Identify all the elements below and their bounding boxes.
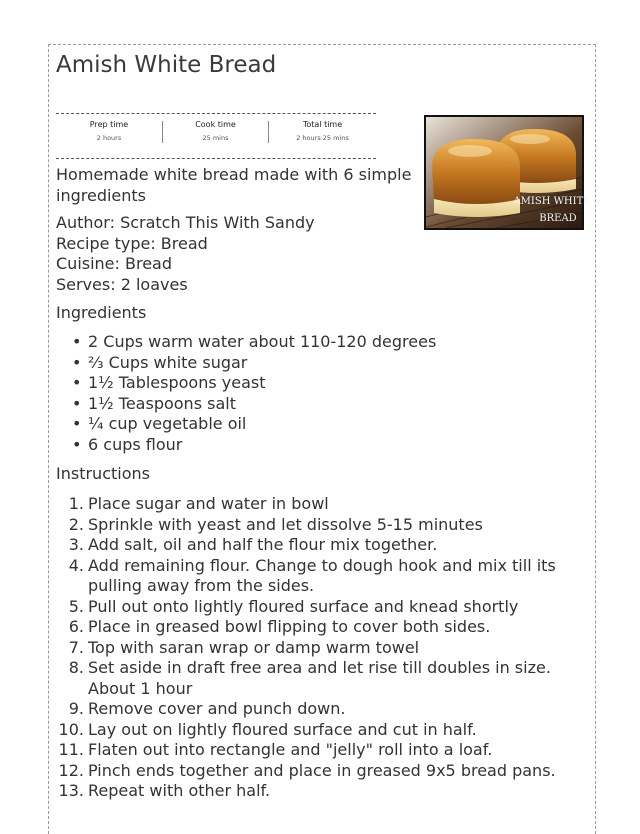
recipe-serves: Serves: 2 loaves (56, 274, 188, 294)
instruction-step (56, 740, 588, 761)
instructions-list (56, 494, 588, 802)
instruction-step (56, 597, 588, 618)
step-number: 1. (68, 494, 84, 513)
instruction-step (56, 617, 588, 638)
step-text: Place sugar and water in bowl (88, 494, 329, 513)
ingredient-item: • ¼ cup vegetable oil (56, 414, 436, 435)
recipe-times (56, 113, 376, 159)
step-number: 10. (58, 719, 84, 739)
ingredients-heading: Ingredients (56, 303, 147, 322)
instruction-step (56, 556, 588, 597)
step-number: 6. (68, 617, 84, 636)
instruction-step (56, 720, 588, 741)
step-number: 5. (68, 596, 84, 616)
ingredient-item: • 6 cups flour (56, 435, 436, 456)
ingredient-item: • 1½ Teaspoons salt (56, 394, 436, 415)
ingredients-list (56, 332, 436, 455)
step-number: 8. (68, 658, 84, 677)
bread-photo (424, 115, 591, 230)
prep-time (56, 114, 162, 158)
instruction-step (56, 638, 588, 659)
instruction-step (56, 699, 588, 720)
cook-time-label: Cook time (195, 120, 236, 129)
instruction-step (56, 535, 588, 556)
recipe-summary: Homemade white bread made with 6 simple ingredients (56, 165, 412, 205)
cook-time (163, 114, 268, 158)
step-number: 4. (68, 555, 84, 575)
step-text: Add salt, oil and half the flour mix together. (88, 535, 438, 554)
prep-time-label: Prep time (89, 120, 129, 129)
step-number: 9. (68, 699, 84, 718)
total-time-label: Total time (302, 120, 343, 129)
step-text: Pinch ends together and place in greased 9x5 bread pans. (88, 760, 556, 780)
step-text: Repeat with other half. (88, 781, 271, 800)
instruction-step (56, 494, 588, 515)
step-text: Pull out onto lightly floured surface and knead shortly (88, 596, 519, 616)
instruction-step (56, 515, 588, 536)
photo-caption-line1: AMISH WHITE (513, 196, 591, 207)
instruction-step (56, 658, 588, 699)
recipe-author: Author: Scratch This With Sandy (56, 213, 315, 232)
step-text: Sprinkle with yeast and let dissolve 5-15 minutes (88, 514, 483, 534)
step-text: Top with saran wrap or damp warm towel (88, 637, 420, 657)
step-number: 11. (58, 740, 84, 759)
step-text: Set aside in draft free area and let rise till doubles in size. About 1 hour (88, 658, 551, 698)
ingredient-item: • 1½ Tablespoons yeast (56, 373, 436, 394)
step-number: 7. (68, 637, 84, 657)
instructions-heading: Instructions (56, 464, 150, 483)
step-text: Flaten out into rectangle and "jelly" roll into a loaf. (88, 740, 493, 759)
step-text: Place in greased bowl flipping to cover both sides. (88, 617, 491, 636)
step-number: 12. (58, 760, 84, 780)
ingredient-item: • ⅔ Cups white sugar (56, 353, 436, 374)
recipe-cuisine: Cuisine: Bread (56, 254, 173, 273)
step-text: Lay out on lightly floured surface and cut in half. (88, 719, 477, 739)
recipe-title: Amish White Bread (56, 52, 277, 78)
cook-time-value: 25 mins (202, 134, 229, 142)
recipe-type: Recipe type: Bread (56, 233, 208, 253)
step-number: 13. (58, 781, 84, 800)
step-number: 2. (68, 514, 84, 534)
step-text: Add remaining flour. Change to dough hook and mix till its pulling away from the sides. (88, 555, 556, 595)
instruction-step (56, 781, 588, 802)
ingredient-item: • 2 Cups warm water about 110-120 degrees (56, 332, 436, 353)
step-number: 3. (68, 535, 84, 554)
total-time-value: 2 hours 25 mins (296, 134, 349, 142)
step-text: Remove cover and punch down. (88, 699, 346, 718)
total-time (269, 114, 376, 158)
prep-time-value: 2 hours (96, 134, 122, 142)
recipe-meta (56, 213, 315, 295)
instruction-step (56, 761, 588, 782)
photo-caption-line2: BREAD (539, 213, 577, 224)
bread-loaves-image (426, 117, 591, 228)
